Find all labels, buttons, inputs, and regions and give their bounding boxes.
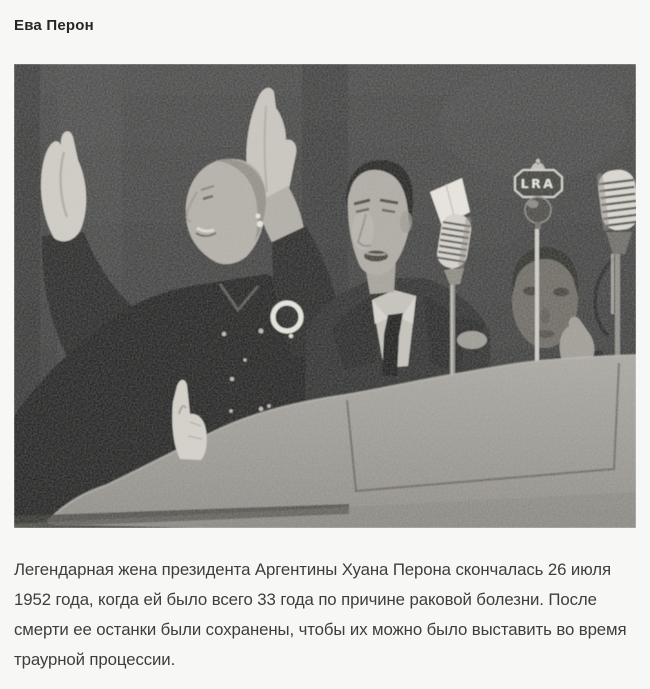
caption-text: Легендарная жена президента Аргентины Хуана Перона скончалась 26 июля 1952 года, когда ей было всего 33 года по причине раковой болезни. После смерти ее останки были сохранены, чтобы их можно было выставить во время траурной процессии. (14, 560, 627, 669)
photo-illustration (14, 64, 636, 528)
film-grain-overlay (14, 64, 636, 528)
page-title: Ева Перон (14, 17, 94, 34)
lra-sign-text: LRA (520, 176, 556, 191)
eva-peron-photo (14, 64, 636, 528)
